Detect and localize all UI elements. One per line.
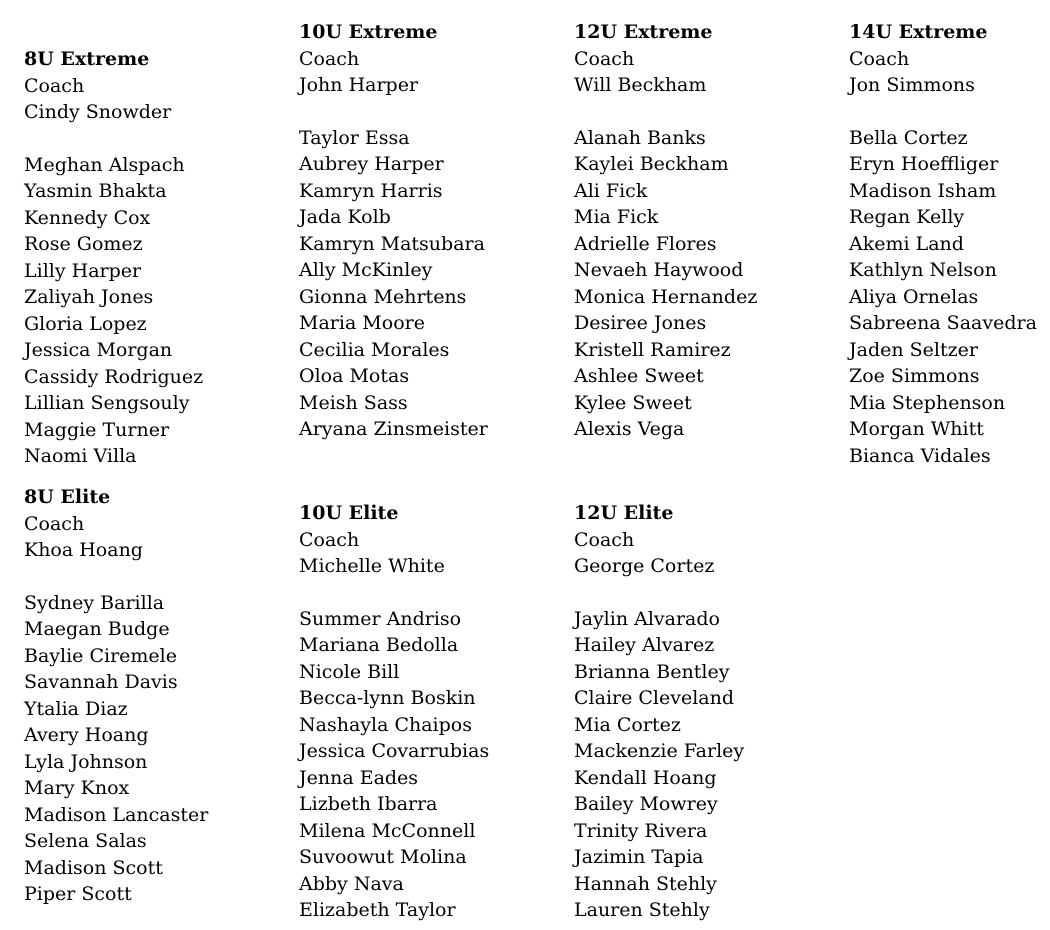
spacer [849,99,1037,125]
player-name: Lizbeth Ibarra [299,793,438,815]
player-name: Jaden Seltzer [849,338,978,361]
player-name: Taylor Essa [299,126,410,149]
player-name: Alanah Banks [574,126,706,149]
team-title: 10U Elite [299,502,399,524]
player-list [299,125,488,443]
player-name: Zoe Simmons [849,365,980,387]
player-name: Zaliyah Jones [24,286,154,308]
player-name: Ashlee Sweet [574,365,704,387]
coach-label: Coach [299,47,360,70]
team-roster-8u-elite [24,484,208,908]
player-name: Selena Salas [24,830,147,852]
player-name: Regan Kelly [849,206,965,228]
player-name: Jaylin Alvarado [574,607,720,630]
player-name: Jada Kolb [299,206,391,228]
team-roster-8u-extreme [24,46,203,470]
player-name: Kamryn Matsubara [299,232,485,255]
player-name: Jazimin Tapia [574,846,704,868]
player-name: Baylie Ciremele [24,644,177,667]
player-name: Nicole Bill [299,660,400,683]
team-title: 8U Elite [24,486,111,508]
player-name: Hailey Alvarez [574,634,715,656]
player-list [574,606,744,924]
coach-label: Coach [574,528,635,551]
player-name: Morgan Whitt [849,418,984,440]
coach-name: Cindy Snowder [24,101,172,123]
player-name: Kendall Hoang [574,766,717,789]
player-name: Gloria Lopez [24,312,147,335]
player-name: Becca-lynn Boskin [299,687,476,709]
player-name: Elizabeth Taylor [299,899,456,921]
player-name: Jessica Covarrubias [299,740,490,762]
team-roster-10u-extreme [299,19,488,443]
player-name: Avery Hoang [24,724,149,746]
player-name: Aryana Zinsmeister [299,418,488,440]
player-name: Claire Cleveland [574,687,735,709]
player-name: Meghan Alspach [24,153,185,176]
player-name: Sydney Barilla [24,591,165,614]
player-name: Lyla Johnson [24,750,148,773]
player-name: Summer Andriso [299,607,462,630]
player-name: Naomi Villa [24,445,137,467]
player-name: Madison Isham [849,179,997,202]
player-name: Oloa Motas [299,365,410,387]
player-name: Alexis Vega [574,418,685,440]
coach-name: Will Beckham [574,74,707,96]
player-list [24,590,208,908]
coach-label: Coach [574,47,635,70]
player-name: Gionna Mehrtens [299,285,467,308]
player-name: Maria Moore [299,312,425,334]
player-name: Akemi Land [849,232,964,255]
player-list [574,125,757,443]
spacer [299,580,489,606]
coach-label: Coach [24,74,85,97]
team-title: 8U Extreme [24,48,150,70]
coach-name: Michelle White [299,555,445,577]
player-name: Rose Gomez [24,233,143,255]
spacer [574,99,757,125]
player-name: Mariana Bedolla [299,634,459,656]
player-name: Kristell Ramirez [574,338,731,361]
player-name: Jessica Morgan [24,339,173,361]
spacer [24,126,203,152]
player-name: Ally McKinley [299,259,433,281]
coach-name: Jon Simmons [849,74,975,96]
spacer [574,580,744,606]
player-name: Hannah Stehly [574,872,717,895]
player-name: Madison Lancaster [24,803,209,826]
team-roster-12u-extreme [574,19,757,443]
team-roster-10u-elite [299,500,489,924]
coach-label: Coach [299,528,360,551]
player-name: Ali Fick [574,179,648,202]
player-name: Maggie Turner [24,418,170,441]
player-name: Mary Knox [24,777,130,799]
player-name: Mia Fick [574,206,659,228]
player-name: Piper Scott [24,883,132,905]
team-roster-14u-extreme [849,19,1037,469]
player-name: Trinity Rivera [574,819,708,842]
player-name: Desiree Jones [574,312,707,334]
player-name: Maegan Budge [24,618,170,640]
player-name: Bianca Vidales [849,444,991,467]
coach-label: Coach [849,47,910,70]
spacer [299,99,488,125]
player-name: Brianna Bentley [574,660,730,683]
player-name: Kamryn Harris [299,179,443,202]
player-name: Adrielle Flores [574,232,717,255]
player-name: Kylee Sweet [574,391,692,414]
player-name: Kathlyn Nelson [849,259,997,281]
player-name: Abby Nava [299,872,404,895]
player-name: Bailey Mowrey [574,793,718,815]
player-name: Lilly Harper [24,259,142,282]
player-name: Monica Hernandez [574,285,758,308]
team-title: 14U Extreme [849,21,988,43]
player-name: Aubrey Harper [299,153,444,175]
player-name: Ytalia Diaz [24,697,128,720]
spacer [24,564,208,590]
team-title: 10U Extreme [299,21,438,43]
player-name: Lillian Sengsouly [24,392,190,414]
team-title: 12U Elite [574,502,674,524]
coach-name: John Harper [299,74,419,96]
player-name: Cassidy Rodriguez [24,365,204,388]
player-name: Meish Sass [299,391,408,414]
player-name: Cecilia Morales [299,338,450,361]
player-name: Mia Cortez [574,713,681,736]
player-name: Milena McConnell [299,819,476,842]
player-name: Aliya Ornelas [849,285,979,308]
player-name: Mackenzie Farley [574,740,745,762]
player-name: Mia Stephenson [849,391,1006,414]
coach-name: George Cortez [574,555,715,577]
player-list [24,152,203,470]
player-name: Bella Cortez [849,126,968,149]
player-list [299,606,489,924]
team-title: 12U Extreme [574,21,713,43]
player-name: Jenna Eades [299,766,419,789]
player-name: Nevaeh Haywood [574,259,744,281]
player-name: Nashayla Chaipos [299,713,472,736]
player-name: Lauren Stehly [574,899,710,921]
player-list [849,125,1037,470]
player-name: Eryn Hoeffliger [849,153,999,175]
player-name: Kaylei Beckham [574,153,729,175]
player-name: Sabreena Saavedra [849,312,1037,334]
player-name: Savannah Davis [24,671,178,693]
team-roster-12u-elite [574,500,744,924]
player-name: Kennedy Cox [24,206,151,229]
coach-name: Khoa Hoang [24,539,143,561]
player-name: Madison Scott [24,856,163,879]
player-name: Yasmin Bhakta [24,180,167,202]
coach-label: Coach [24,512,85,535]
player-name: Suvoowut Molina [299,846,467,868]
